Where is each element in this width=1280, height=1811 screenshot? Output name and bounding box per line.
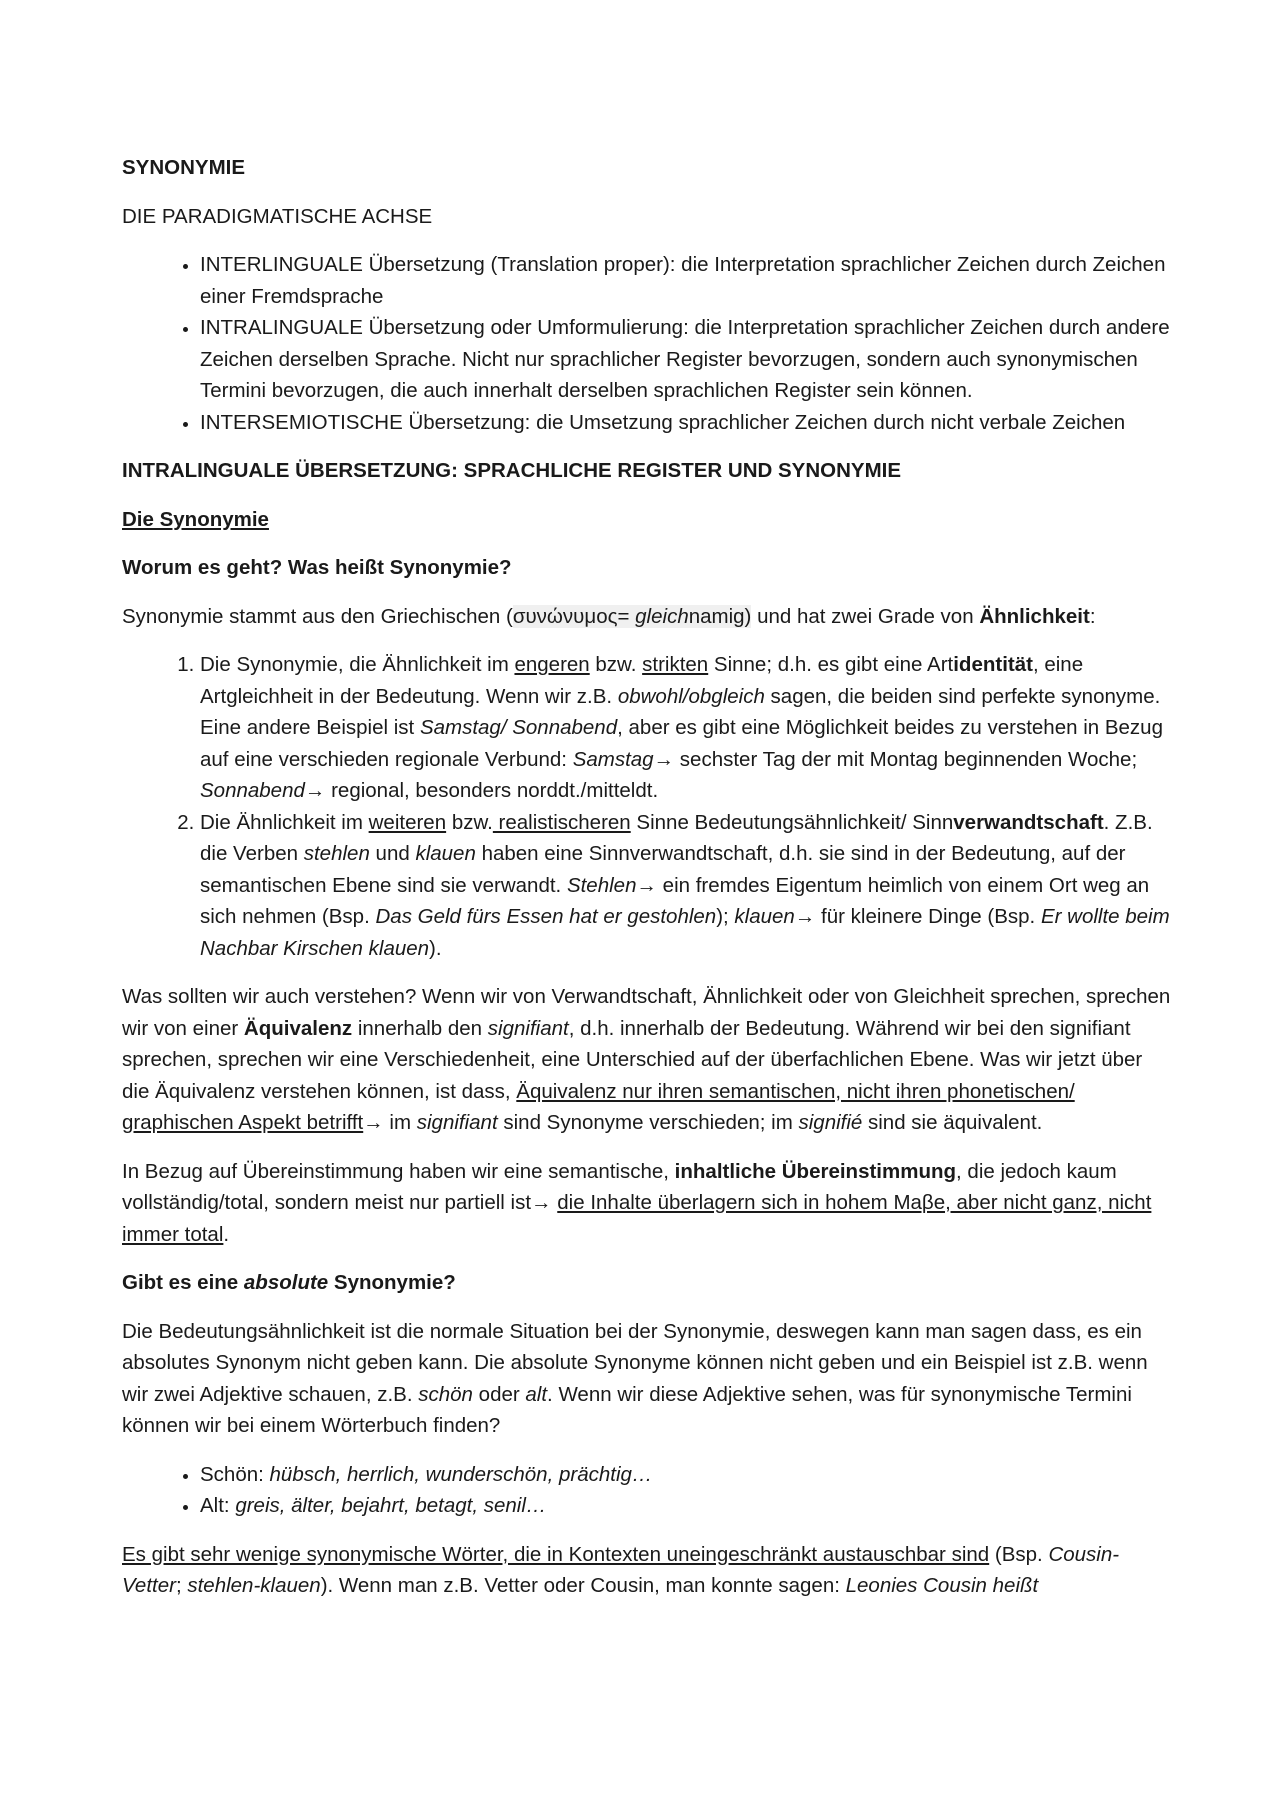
last-paragraph: Es gibt sehr wenige synonymische Wörter, die in Kontexten uneingeschränkt austauschbar sind (Bsp. Cousin- Vetter; stehlen-klauen). Wenn man z.B. Vetter oder Cousin, man konnte sagen: Leonies Cousin heißt <box>122 1542 1120 1597</box>
equivalence-paragraph: Was sollten wir auch verstehen? Wenn wir von Verwandtschaft, Ähnlichkeit oder von Gleichheit sprechen, sprechen wir von einer Äquivalenz innerhalb den signifiant, d.h. innerhalb der Bedeutung. Während wir bei den signifiant sprechen, sprechen wir eine Verschiedenheit, eine Unterschied auf der überfachlichen Ebene. Was wir jetzt über die Äquivalenz verstehen können, ist dass, Äquivalenz nur ihren semantischen, nicht ihren phonetischen/ graphischen Aspekt betrifft→ im signifiant sind Synonyme verschieden; im signifié sind sie äquivalent. <box>122 985 1171 1134</box>
translation-types-list <box>122 249 1172 438</box>
list-item: 2. Die Ähnlichkeit im weiteren bzw. realistischeren Sinne Bedeutungsähnlichkeit/ Sinnverwandtschaft. Z.B. die Verben stehlen und klauen haben eine Sinnverwandtschaft, d.h. sie sind in der Bedeutung, auf der semantischen Ebene sind sie verwandt. Stehlen→ ein fremdes Eigentum heimlich von einem Ort weg an sich nehmen (Bsp. Das Geld fürs Essen hat er gestohlen); klauen→ für kleinere Dinge (Bsp. Er wollte beim Nachbar Kirschen klauen). <box>200 807 1172 965</box>
question-heading: Worum es geht? Was heißt Synonymie? <box>122 556 512 579</box>
arrow-icon: → <box>653 747 675 771</box>
arrow-icon: → <box>531 1191 552 1214</box>
list-item: 1. Die Synonymie, die Ähnlichkeit im engeren bzw. strikten Sinne; d.h. es gibt eine Artidentität, eine Artgleichheit in der Bedeutung. Wenn wir z.B. obwohl/obgleich sagen, die beiden sind perfekte synonyme. Eine andere Beispiel ist Samstag/ Sonnabend, aber es gibt eine Möglichkeit beides zu verstehen in Bezug auf eine verschieden regionale Verbund: Samstag→ sechster Tag der mit Montag beginnenden Woche; Sonnabend→ regional, besonders norddt./mitteldt. <box>200 649 1172 807</box>
grades-list <box>122 649 1172 964</box>
list-item: • Schön: hübsch, herrlich, wunderschön, prächtig… <box>200 1459 1172 1491</box>
intro-paragraph: Synonymie stammt aus den Griechischen (συνώνυμος= gleichnamig) und hat zwei Grade von Ähnlichkeit: <box>122 604 1096 628</box>
arrow-icon: → <box>304 779 326 802</box>
document-page <box>122 152 1172 1619</box>
list-item: • Alt: greis, älter, bejahrt, betagt, senil… <box>200 1490 1172 1522</box>
section-subtitle: DIE PARADIGMATISCHE ACHSE <box>122 204 433 228</box>
arrow-icon: → <box>636 873 657 897</box>
document-title: SYNONYMIE <box>122 156 246 179</box>
examples-list <box>122 1459 1172 1522</box>
arrow-icon: → <box>794 905 816 928</box>
question-heading-absolute: Gibt es eine absolute Synonymie? <box>122 1271 456 1294</box>
match-paragraph: In Bezug auf Übereinstimmung haben wir eine semantische, inhaltliche Übereinstimmung, die jedoch kaum vollständig/total, sondern meist nur partiell ist→ die Inhalte überlagern sich in hohem Maβe, aber nicht ganz, nicht immer total. <box>122 1159 1152 1246</box>
arrow-icon: → <box>363 1111 384 1134</box>
list-item: • INTERLINGUALE Übersetzung (Translation proper): die Interpretation sprachlicher Zeichen durch Zeichen einer Fremdsprache <box>200 249 1172 312</box>
absolute-paragraph: Die Bedeutungsähnlichkeit ist die normale Situation bei der Synonymie, deswegen kann man sagen dass, es ein absolutes Synonym nicht geben kann. Die absolute Synonyme können nicht geben und ein Beispiel ist z.B. wenn wir zwei Adjektive schauen, z.B. schön oder alt. Wenn wir diese Adjektive sehen, was für synonymische Termini können wir bei einem Wörterbuch finden? <box>122 1319 1148 1437</box>
section-heading: INTRALINGUALE ÜBERSETZUNG: SPRACHLICHE REGISTER UND SYNONYMIE <box>122 459 902 482</box>
synonymie-heading: Die Synonymie <box>122 507 269 531</box>
list-item: • INTRALINGUALE Übersetzung oder Umformulierung: die Interpretation sprachlicher Zeichen durch andere Zeichen derselben Sprache. Nicht nur sprachlicher Register bevorzugen, sondern auch synonymischen Termini bevorzugen, die auch innerhalt derselben sprachlichen Register sein können. <box>200 312 1172 407</box>
list-item: • INTERSEMIOTISCHE Übersetzung: die Umsetzung sprachlicher Zeichen durch nicht verbale Zeichen <box>200 407 1172 439</box>
